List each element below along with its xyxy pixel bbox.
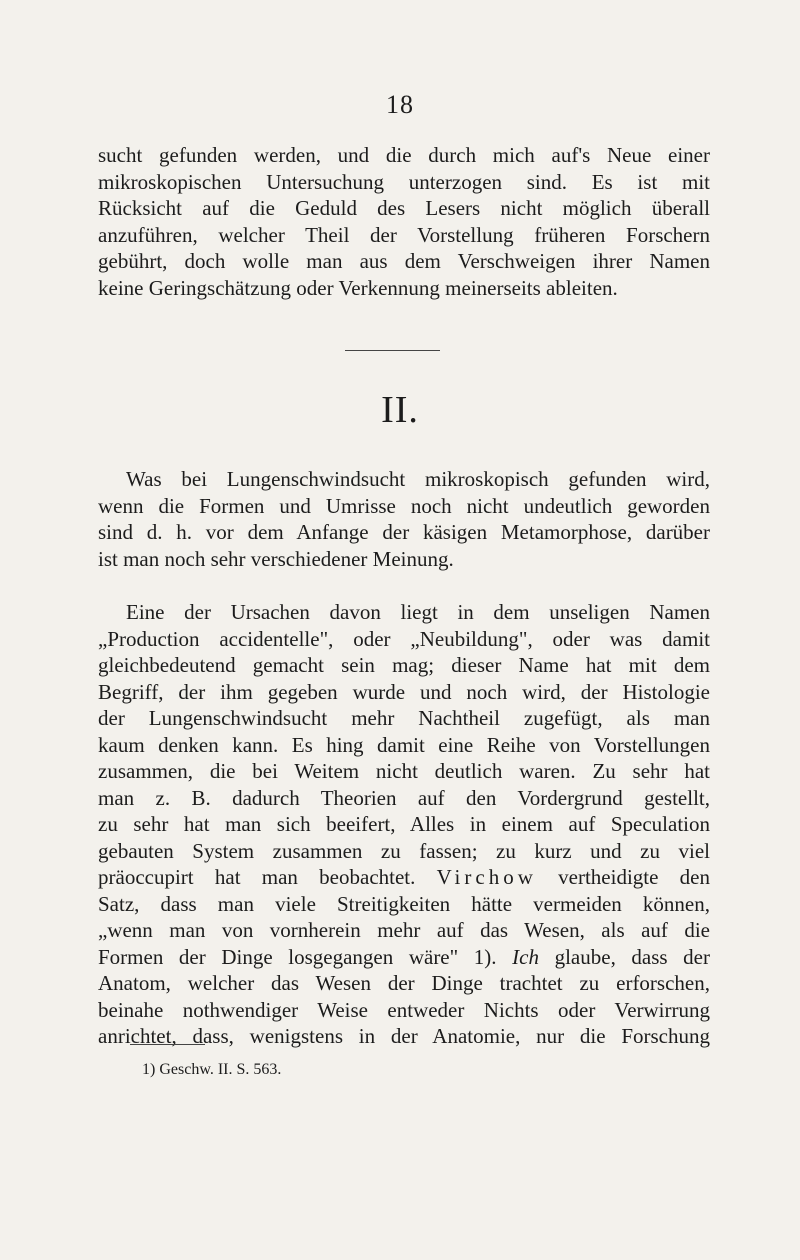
text-fragment: präoccupirt hat man beobachtet. [98, 865, 416, 889]
author-name: Virchow [436, 865, 537, 889]
text-fragment: Formen der Dinge losgegangen wäre" 1). [98, 944, 497, 969]
text-line: Anatom, welcher das Wesen der Dinge trachtet zu erforschen, [98, 971, 710, 995]
text-line: sind d. h. vor dem Anfange der käsigen Metamorphose, darüber [98, 520, 710, 544]
section-heading: II. [381, 389, 419, 431]
text-line: zusammen, die bei Weitem nicht deutlich waren. Zu sehr hat [98, 759, 710, 783]
text-line: beinahe nothwendiger Weise entweder Nichts oder Verwirrung [98, 997, 710, 1022]
text-fragment: vertheidigte den [558, 865, 711, 889]
text-line: gebauten System zusammen zu fassen; zu kurz und zu viel [98, 838, 710, 863]
footnote-divider [130, 1044, 205, 1045]
text-line-with-author [98, 864, 710, 891]
text-line: Was bei Lungenschwindsucht mikroskopisch gefunden wird, [126, 467, 710, 491]
text-line: „Production accidentelle", oder „Neubildung", oder was damit [98, 626, 710, 651]
text-line: zu sehr hat man sich beeifert, Alles in einem auf Speculation [98, 812, 710, 836]
text-line: man z. B. dadurch Theorien auf den Vordergrund gestellt, [98, 785, 710, 810]
text-line: sucht gefunden werden, und die durch mich auf's Neue einer [98, 143, 710, 167]
text-line-with-emphasis [98, 944, 710, 971]
text-line: keine Geringschätzung oder Verkennung meinerseits ableiten. [98, 275, 618, 300]
text-line: mikroskopischen Untersuchung unterzogen sind. Es ist mit [98, 169, 710, 194]
text-line: anrichtet, dass, wenigstens in der Anatomie, nur die Forschung [98, 1024, 710, 1048]
text-line: gebührt, doch wolle man aus dem Verschweigen ihrer Namen [98, 249, 710, 273]
text-line: kaum denken kann. Es hing damit eine Reihe von Vorstellungen [98, 732, 710, 757]
footnote: 1) Geschw. II. S. 563. [142, 1061, 282, 1078]
paragraph-2 [98, 466, 710, 572]
text-line: Satz, dass man viele Streitigkeiten hätte vermeiden können, [98, 891, 710, 916]
text-line: gleichbedeutend gemacht sein mag; dieser Name hat mit dem [98, 653, 710, 677]
text-fragment: glaube, dass der [554, 944, 710, 969]
emphasis-text: Ich [512, 944, 539, 969]
text-line: wenn die Formen und Umrisse noch nicht undeutlich geworden [98, 493, 710, 518]
paragraph-3 [98, 599, 710, 1050]
text-line: „wenn man von vornherein mehr auf das Wesen, als auf die [98, 918, 710, 942]
page-number: 18 [386, 90, 414, 119]
text-line: der Lungenschwindsucht mehr Nachtheil zugefügt, als man [98, 706, 710, 730]
paragraph-1 [98, 142, 710, 301]
text-line: ist man noch sehr verschiedener Meinung. [98, 546, 454, 571]
text-line: Begriff, der ihm gegeben wurde und noch wird, der Histologie [98, 679, 710, 704]
section-divider [345, 350, 440, 351]
text-line: Eine der Ursachen davon liegt in dem unseligen Namen [126, 600, 710, 624]
text-line: anzuführen, welcher Theil der Vorstellung früheren Forschern [98, 222, 710, 247]
text-line: Rücksicht auf die Geduld des Lesers nicht möglich überall [98, 196, 710, 220]
